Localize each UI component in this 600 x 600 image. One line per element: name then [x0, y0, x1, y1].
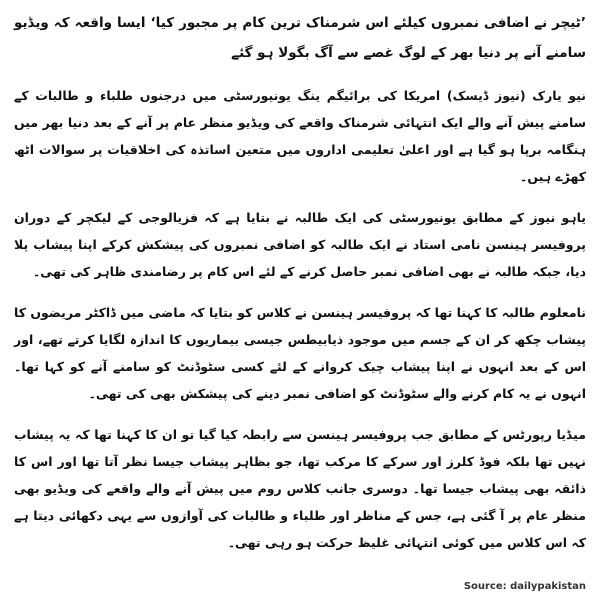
- source-credit: Source: dailypakistan: [463, 581, 586, 592]
- article-headline: ’ٹیچر نے اضافی نمبروں کیلئے اس شرمناک ترین کام پر مجبور کیا‘ ایسا واقعہ کہ ویڈیو سامنے آنے پر دنیا بھر کے لوگ غصے سے آگ بگولا ہو گئے: [14, 15, 586, 61]
- article: [14, 8, 586, 570]
- article-paragraph-1: نیو یارک (نیوز ڈیسک) امریکا کی برائیگم ینگ یونیورسٹی میں درجنوں طلباء و طالبات کے سامنے پیش آنے والے ایک انتہائی شرمناک واقعے کی ویڈیو منظر عام پر آنے کے بعد دنیا بھر میں ہنگامہ برپا ہو گیا ہے اور اعلیٰ تعلیمی اداروں میں متعین اساتذہ کی اخلاقیات پر سوالات اٹھ کھڑے ہیں۔: [14, 88, 586, 184]
- article-paragraph-2: یاہو نیوز کے مطابق یونیورسٹی کی ایک طالبہ نے بتایا ہے کہ فزیالوجی کے لیکچر کے دوران پروفیسر ہینسن نامی استاد نے ایک طالبہ کو اضافی نمبروں کی پیشکش کرکے اپنا پیشاب پلا دیا، جبکہ طالبہ نے بھی اضافی نمبر حاصل کرنے کے لئے اس کام پر رضامندی ظاہر کی تھی۔: [14, 210, 586, 279]
- article-paragraph-3: نامعلوم طالبہ کا کہنا تھا کہ پروفیسر ہینسن نے کلاس کو بتایا کہ ماضی میں ڈاکٹر مریضوں کا پیشاب چکھ کر ان کے جسم میں موجود ذیابیطس جیسی بیماریوں کا اندازہ لگایا کرتے تھے، اور اس کے بعد انہوں نے اپنا پیشاب چیک کروانے کے لئے کسی سٹوڈنٹ کو سامنے آنے کو کہا تھا۔ انہوں نے یہ کام کرنے والے سٹوڈنٹ کو اضافی نمبر دینے کی پیشکش بھی کی تھی۔: [14, 305, 586, 401]
- article-paragraph-4: میڈیا رپورٹس کے مطابق جب پروفیسر ہینسن سے رابطہ کیا گیا تو ان کا کہنا تھا کہ یہ پیشاب نہیں تھا بلکہ فوڈ کلرز اور سرکے کا مرکب تھا، جو بظاہر پیشاب جیسا نظر آتا تھا اور اس کا ذائقہ بھی پیشاب جیسا تھا۔ دوسری جانب کلاس روم میں پیش آنے والے واقعے کی ویڈیو بھی منظر عام پر آ گئی ہے، جس کے مناظر اور طلباء و طالبات کی آوازوں سے یہی دکھائی دیتا ہے کہ اس کلاس میں کوئی انتہائی غلیظ حرکت ہو رہی تھی۔: [14, 427, 586, 550]
